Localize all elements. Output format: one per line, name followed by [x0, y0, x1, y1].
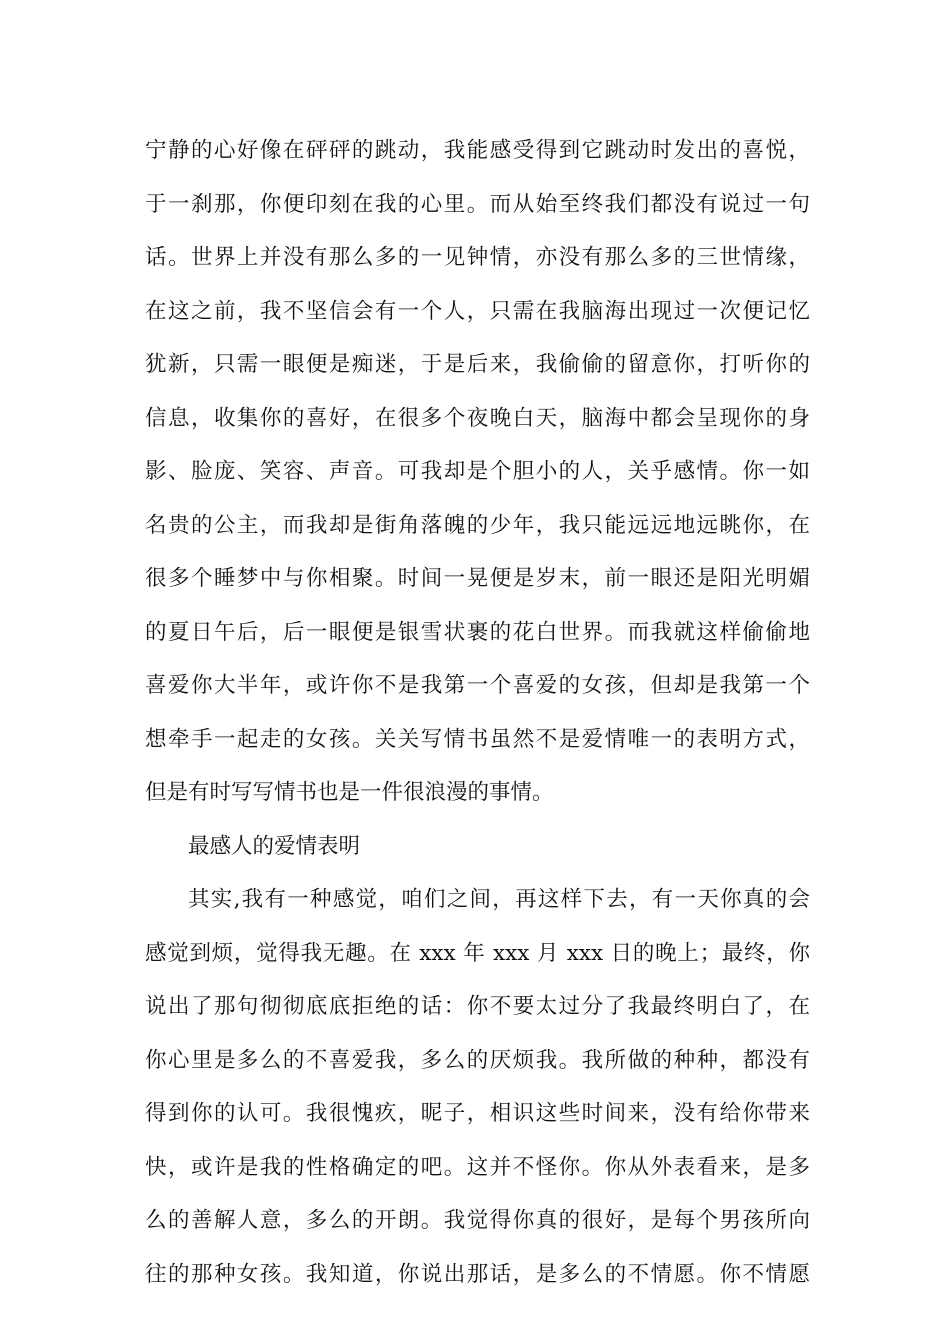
text-line: 但是有时写写情书也是一件很浪漫的事情。 — [145, 780, 554, 805]
text-line: 喜爱你大半年，或许你不是我第一个喜爱的女孩，但却是我第一个 — [145, 673, 810, 698]
text-line: 么的善解人意，多么的开朗。我觉得你真的很好，是每个男孩所向 — [145, 1208, 810, 1233]
section-heading: 最感人的爱情表明 — [188, 833, 361, 859]
text-line: 想牵手一起走的女孩。关关写情书虽然不是爱情唯一的表明方式， — [145, 726, 810, 752]
text-line: 得到你的认可。我很愧疚，昵子，相识这些时间来，没有给你带来 — [145, 1101, 810, 1126]
text-line: 感觉到烦，觉得我无趣。在 xxx 年 xxx 月 xxx 日的晚上；最终，你 — [145, 940, 810, 966]
document-body — [145, 130, 810, 1307]
text-line: 于一刹那，你便印刻在我的心里。而从始至终我们都没有说过一句 — [145, 191, 810, 217]
text-line: 说出了那句彻彻底底拒绝的话：你不要太过分了我最终明白了，在 — [145, 994, 810, 1019]
text-line: 其实,我有一种感觉，咱们之间，再这样下去，有一天你真的会 — [188, 887, 810, 912]
text-line: 犹新，只需一眼便是痴迷，于是后来，我偷偷的留意你，打听你的 — [145, 352, 810, 377]
text-line: 往的那种女孩。我知道，你说出那话，是多么的不情愿。你不情愿 — [145, 1261, 810, 1287]
text-line: 话。世界上并没有那么多的一见钟情，亦没有那么多的三世情缘， — [145, 245, 810, 270]
text-line: 的夏日午后，后一眼便是银雪状裹的花白世界。而我就这样偷偷地 — [145, 619, 810, 645]
text-line: 影、脸庞、笑容、声音。可我却是个胆小的人，关乎感情。你一如 — [145, 459, 810, 484]
text-line: 在这之前，我不坚信会有一个人，只需在我脑海出现过一次便记忆 — [145, 298, 810, 324]
text-line: 信息，收集你的喜好，在很多个夜晚白天，脑海中都会呈现你的身 — [145, 405, 810, 431]
text-line: 快，或许是我的性格确定的吧。这并不怪你。你从外表看来，是多 — [145, 1154, 810, 1180]
text-line: 很多个睡梦中与你相聚。时间一晃便是岁末，前一眼还是阳光明媚 — [145, 566, 810, 591]
text-line: 宁静的心好像在砰砰的跳动，我能感受得到它跳动时发出的喜悦， — [145, 138, 810, 163]
text-line: 名贵的公主，而我却是街角落魄的少年，我只能远远地远眺你，在 — [145, 512, 810, 538]
text-line: 你心里是多么的不喜爱我，多么的厌烦我。我所做的种种，都没有 — [145, 1047, 810, 1073]
